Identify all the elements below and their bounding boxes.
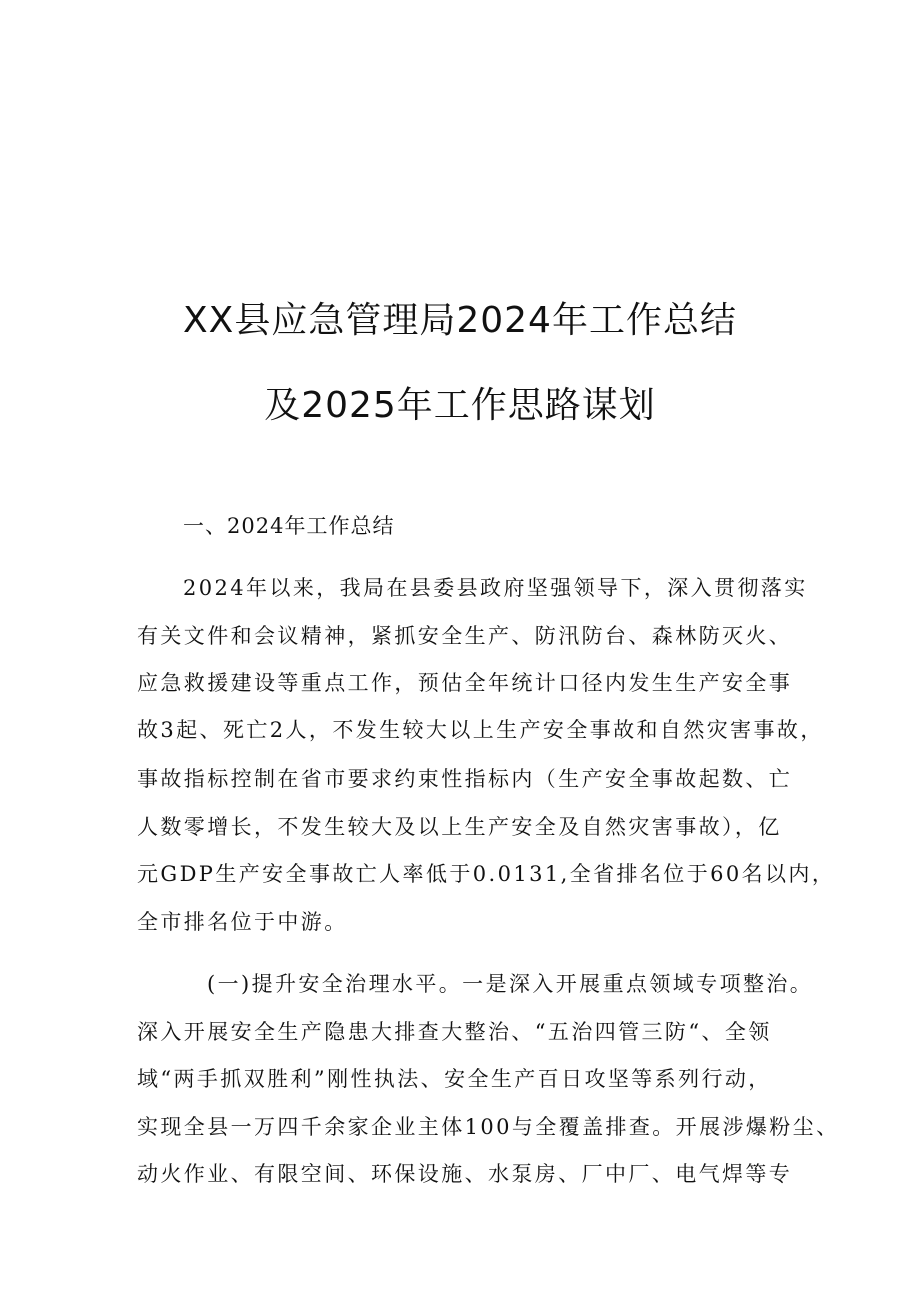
paragraph-2-line: (一)提升安全治理水平。一是深入开展重点领域专项整治。 <box>207 972 814 996</box>
paragraph-1-line: 有关文件和会议精神，紧抓安全生产、防汛防台、森林防灭火、 <box>137 624 793 648</box>
paragraph-2-line: 深入开展安全生产隐患大排查大整治、“五治四管三防“、全领 <box>137 1020 772 1044</box>
paragraph-1-line: 人数零增长，不发生较大及以上生产安全及自然灾害事故），亿 <box>137 815 782 839</box>
document-title-line-1: XX县应急管理局2024年工作总结 <box>183 300 737 341</box>
document-title-line-2: 及2025年工作思路谋划 <box>264 385 656 426</box>
section-heading-2024-summary: 一、2024年工作总结 <box>183 514 395 538</box>
paragraph-1-line: 元GDP生产安全事故亡人率低于0.0131,全省排名位于60名以内， <box>137 862 836 886</box>
paragraph-1-line: 全市排名位于中游。 <box>137 910 348 934</box>
paragraph-1-line: 应急救援建设等重点工作，预估全年统计口径内发生生产安全事 <box>137 671 793 695</box>
paragraph-1-line: 2024年以来，我局在县委县政府坚强领导下，深入贯彻落实 <box>183 576 808 600</box>
paragraph-2-line: 实现全县一万四千余家企业主体100与全覆盖排查。开展涉爆粉尘、 <box>137 1115 840 1139</box>
paragraph-2-line: 域“两手抓双胜利”刚性执法、安全生产百日攻坚等系列行动， <box>137 1067 772 1091</box>
paragraph-1-line: 故3起、死亡2人，不发生较大以上生产安全事故和自然灾害事故， <box>137 718 824 742</box>
paragraph-1-line: 事故指标控制在省市要求约束性指标内（生产安全事故起数、亡 <box>137 767 793 791</box>
paragraph-2-line: 动火作业、有限空间、环保设施、水泵房、厂中厂、电气焊等专 <box>137 1162 793 1186</box>
